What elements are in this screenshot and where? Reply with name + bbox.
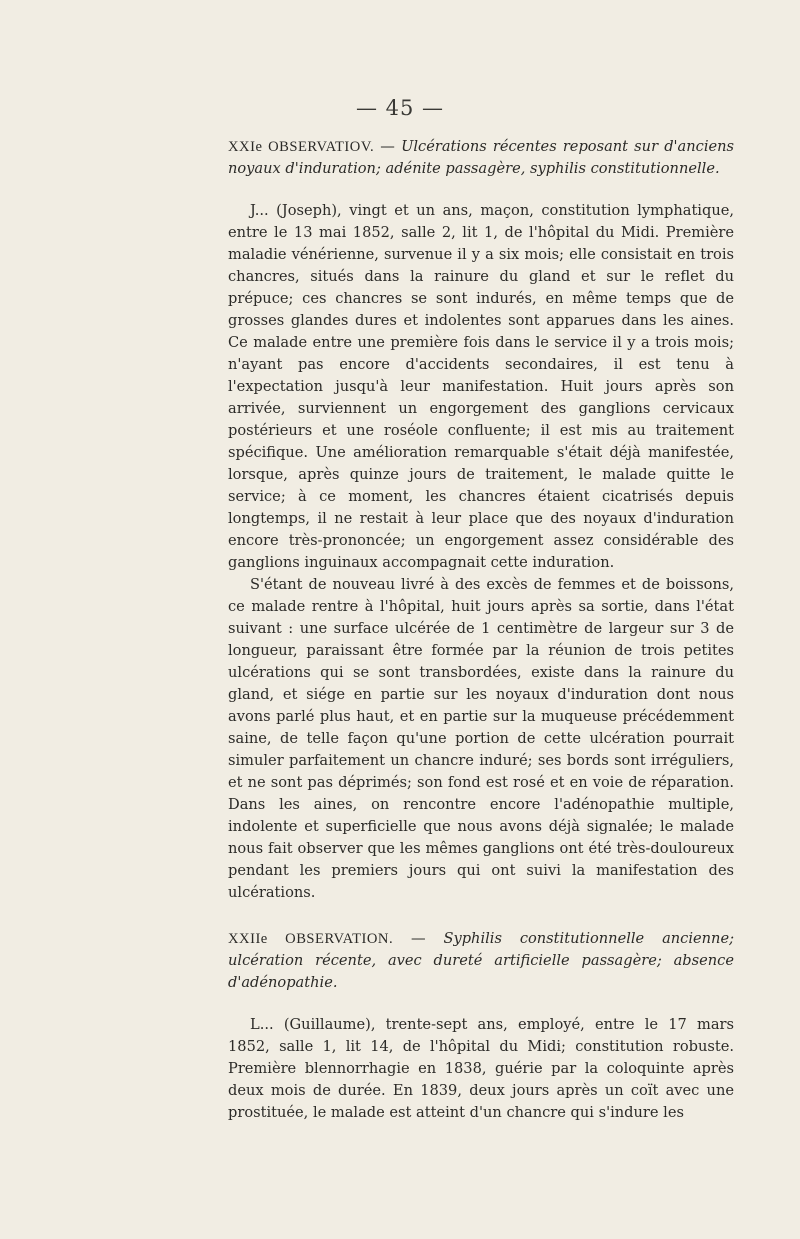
text-column bbox=[228, 136, 734, 1124]
observation-title: Ulcérations récentes reposant sur d'anciens noyaux d'induration; adénite passagère, syphilis constitutionnelle. bbox=[228, 138, 735, 177]
observation-heading bbox=[228, 136, 734, 180]
observation-title: Syphilis constitutionnelle ancienne; ulcération récente, avec dureté artificielle passagère; absence d'adénopathie. bbox=[228, 930, 734, 991]
observation-number: XXIIe OBSERVATION. bbox=[228, 931, 394, 947]
observation-22 bbox=[228, 928, 734, 1124]
heading-dash: — bbox=[393, 930, 444, 947]
page-number: — 45 — bbox=[355, 96, 445, 120]
paragraph: S'étant de nouveau livré à des excès de femmes et de boissons, ce malade rentre à l'hôpital, huit jours après sa sortie, dans l'état suivant : une surface ulcérée de 1 centimètre de largeur sur 3 de longueur, paraissant être formée par la réunion de trois petites ulcérations qui se sont transbordées, existe dans la rainure du gland, et siége en partie sur les noyaux d'induration dont nous avons parlé plus haut, et en partie sur la muqueuse précédemment saine, de telle façon qu'une portion de cette ulcération pourrait simuler parfaitement un chancre induré; ses bords sont irréguliers, et ne sont pas déprimés; son fond est rosé et en voie de réparation. Dans les aines, on rencontre encore l'adénopathie multiple, indolente et superficielle que nous avons déjà signalée; le malade nous fait observer que les mêmes ganglions ont été très-douloureux pendant les premiers jours qui ont suivi la manifestation des ulcérations. bbox=[228, 576, 734, 901]
observation-number: XXIe OBSERVATIOV. bbox=[228, 139, 375, 155]
observation-21 bbox=[228, 136, 734, 904]
paragraph: J... (Joseph), vingt et un ans, maçon, constitution lymphatique, entre le 13 mai 1852, salle 2, lit 1, de l'hôpital du Midi. Première maladie vénérienne, survenue il y a six mois; elle consistait en trois chancres, situés dans la rainure du gland et sur le reflet du prépuce; ces chancres se sont indurés, en même temps que de grosses glandes dures et indolentes sont apparues dans les aines. Ce malade entre une première fois dans le service il y a trois mois; n'ayant pas encore d'accidents secondaires, il est tenu à l'expectation jusqu'à leur manifestation. Huit jours après son arrivée, surviennent un engorgement des ganglions cervicaux postérieurs et une roséole confluente; il est mis au traitement spécifique. Une amélioration remarquable s'était déjà manifestée, lorsque, après quinze jours de traitement, le malade quitte le service; à ce moment, les chancres étaient cicatrisés depuis longtemps, il ne restait à leur place que des noyaux d'induration encore très-prononcée; un engorgement assez considérable des ganglions inguinaux accompagnait cette induration. bbox=[228, 202, 734, 571]
observation-heading bbox=[228, 928, 734, 994]
heading-dash: — bbox=[374, 138, 402, 155]
paragraph: L... (Guillaume), trente-sept ans, employé, entre le 17 mars 1852, salle 1, lit 14, de l'hôpital du Midi; constitution robuste. Première blennorrhagie en 1838, guérie par la coloquinte après deux mois de durée. En 1839, deux jours après un coït avec une prostituée, le malade est atteint d'un chancre qui s'indure les bbox=[228, 1016, 734, 1121]
